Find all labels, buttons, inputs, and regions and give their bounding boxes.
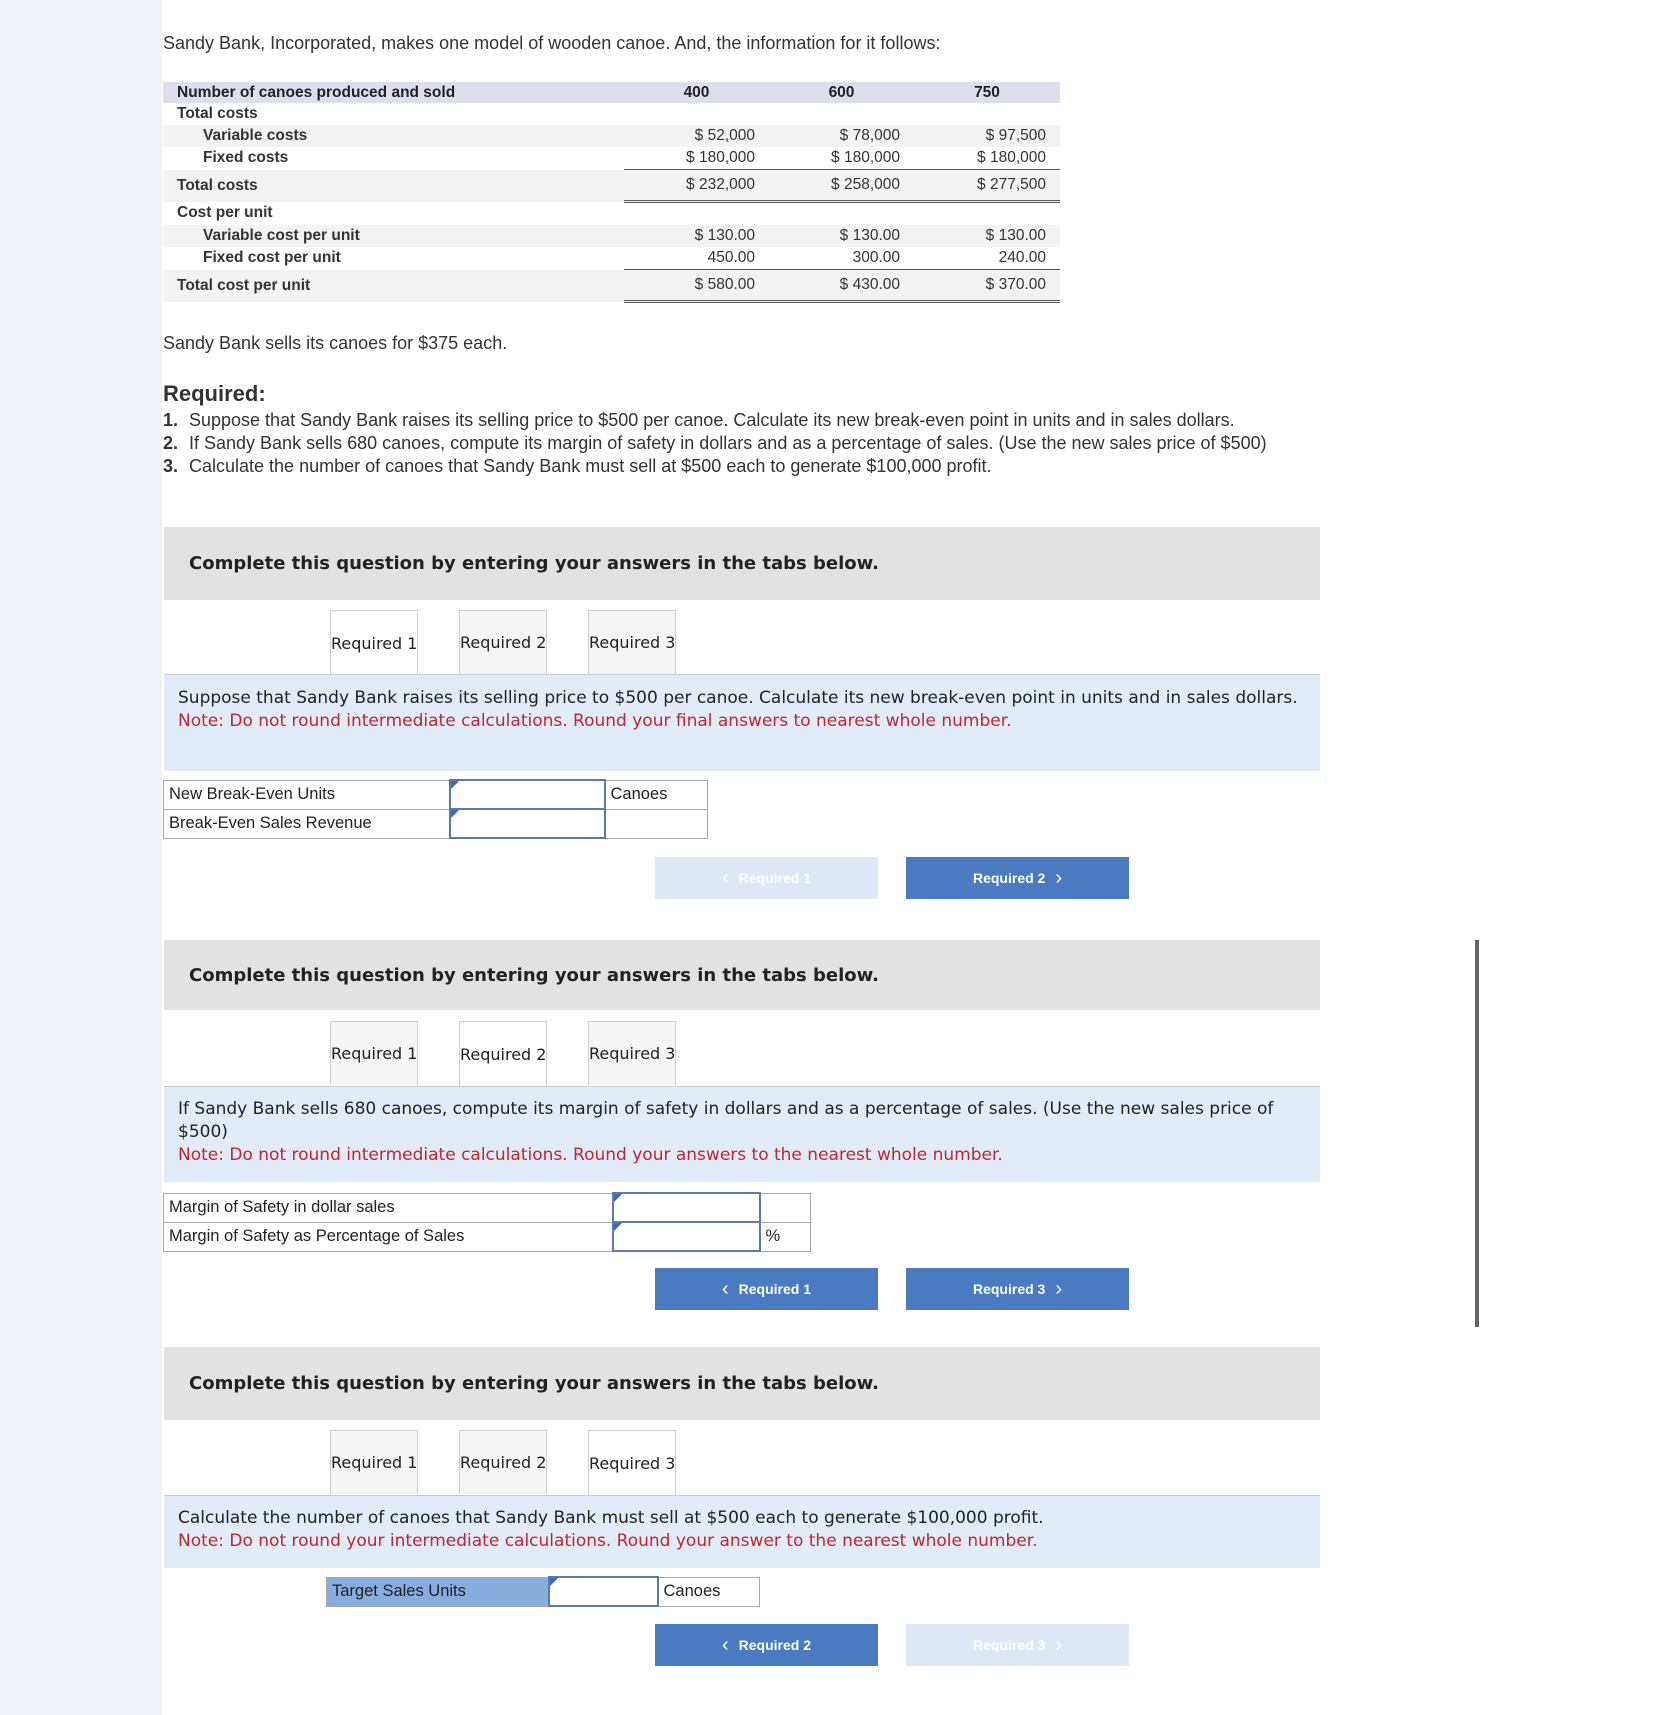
panel-3-banner: Complete this question by entering your answers in the tabs below. — [164, 1347, 1320, 1420]
variable-costs-label: Variable costs — [163, 125, 624, 147]
chevron-right-icon: › — [1055, 1277, 1063, 1300]
requirement-1 — [163, 409, 1303, 432]
panel-2-instruction-text: If Sandy Bank sells 680 canoes, compute its margin of safety in dollars and as a percentage of sales. (Use the new sales price of $500) — [178, 1099, 1274, 1142]
tab-required-3[interactable]: Required 3 — [588, 1430, 676, 1496]
fixed-cost-per-unit-750: 240.00 — [914, 247, 1060, 270]
new-break-even-units-input[interactable] — [451, 781, 604, 808]
tab-required-3[interactable]: Required 3 — [588, 1021, 676, 1085]
total-costs-heading-row — [163, 103, 1060, 125]
prev-required-2-button[interactable] — [655, 1624, 878, 1666]
total-costs-600: $ 258,000 — [769, 170, 914, 202]
panel-1-banner: Complete this question by entering your answers in the tabs below. — [164, 527, 1320, 600]
panel-3-instruction-text: Calculate the number of canoes that Sandy Bank must sell at $500 each to generate $100,000 profit. — [178, 1508, 1044, 1528]
tab-required-2[interactable]: Required 2 — [459, 1021, 547, 1087]
requirement-1-text: Suppose that Sandy Bank raises its selling price to $500 per canoe. Calculate its new break-even point in units and in sales dollars. — [189, 410, 1235, 430]
panel-3-instruction — [164, 1495, 1320, 1568]
panel-required-2 — [164, 940, 1320, 1182]
fixed-costs-400: $ 180,000 — [624, 147, 769, 170]
total-cost-per-unit-600: $ 430.00 — [769, 270, 914, 302]
selling-price-text: Sandy Bank sells its canoes for $375 each. — [163, 333, 508, 353]
panel-3-answer-grid — [326, 1576, 760, 1607]
requirement-3-number: 3. — [163, 456, 179, 476]
target-sales-units-unit: Canoes — [658, 1577, 760, 1606]
chevron-right-icon: › — [1055, 866, 1063, 889]
break-even-sales-revenue-cell — [450, 809, 605, 838]
requirement-1-number: 1. — [163, 410, 179, 430]
prev-required-1-button[interactable] — [655, 1268, 878, 1310]
cost-table — [163, 82, 1060, 303]
total-cost-per-unit-400: $ 580.00 — [624, 270, 769, 302]
total-cost-per-unit-row — [163, 270, 1060, 302]
panel-2-answer-grid — [163, 1192, 811, 1252]
tab-required-2[interactable]: Required 2 — [459, 1430, 547, 1494]
units-750: 750 — [914, 82, 1060, 103]
units-600: 600 — [769, 82, 914, 103]
margin-of-safety-percent-label: Margin of Safety as Percentage of Sales — [164, 1222, 613, 1251]
fixed-cost-per-unit-600: 300.00 — [769, 247, 914, 270]
panel-2-instruction — [164, 1086, 1320, 1182]
panel-1-note: Note: Do not round intermediate calculations. Round your final answers to nearest whole number. — [178, 711, 1012, 731]
requirement-2-text: If Sandy Bank sells 680 canoes, compute its margin of safety in dollars and as a percentage of sales. (Use the new sales price of $500) — [189, 433, 1267, 453]
total-costs-label: Total costs — [163, 170, 624, 202]
tab-required-2[interactable]: Required 2 — [459, 610, 547, 674]
fixed-costs-label: Fixed costs — [203, 149, 289, 167]
prev-button-label: Required 1 — [738, 1281, 812, 1297]
panel-1-instruction — [164, 675, 1320, 771]
margin-of-safety-percent-unit: % — [760, 1222, 811, 1251]
panel-2-banner: Complete this question by entering your answers in the tabs below. — [164, 940, 1320, 1010]
panel-3-note: Note: Do not round your intermediate calculations. Round your answer to the nearest whole number. — [178, 1531, 1038, 1551]
required-heading: Required: — [163, 381, 266, 406]
new-break-even-units-cell — [450, 780, 605, 809]
prev-required-1-button[interactable] — [655, 857, 878, 899]
next-button-label: Required 3 — [972, 1281, 1046, 1297]
tab-required-3[interactable]: Required 3 — [588, 610, 676, 674]
break-even-sales-revenue-label: Break-Even Sales Revenue — [164, 809, 450, 838]
panel-1-answer-grid — [163, 779, 708, 839]
chevron-left-icon: ‹ — [721, 1277, 729, 1300]
units-label: Number of canoes produced and sold — [163, 82, 624, 103]
variable-cost-per-unit-label: Variable cost per unit — [163, 225, 624, 247]
new-break-even-units-unit: Canoes — [605, 780, 708, 809]
requirement-2-number: 2. — [163, 433, 179, 453]
requirement-3-text: Calculate the number of canoes that Sandy Bank must sell at $500 each to generate $100,000 profit. — [189, 456, 992, 476]
margin-of-safety-dollars-label: Margin of Safety in dollar sales — [164, 1193, 613, 1222]
prev-button-label: Required 1 — [738, 870, 812, 886]
break-even-sales-revenue-input[interactable] — [451, 810, 604, 837]
total-costs-row — [163, 170, 1060, 202]
tab-required-1[interactable]: Required 1 — [330, 1021, 418, 1085]
next-required-3-button[interactable] — [906, 1268, 1129, 1310]
variable-cost-per-unit-600: $ 130.00 — [769, 225, 914, 247]
fixed-costs-750: $ 180,000 — [914, 147, 1060, 170]
chevron-left-icon: ‹ — [721, 866, 729, 889]
units-row — [163, 82, 1060, 103]
requirements-list — [163, 409, 1303, 478]
chevron-right-icon: › — [1055, 1633, 1063, 1656]
units-400: 400 — [624, 82, 769, 103]
cost-per-unit-heading: Cost per unit — [177, 204, 273, 222]
fixed-cost-per-unit-row — [163, 247, 1060, 270]
panel-required-1 — [164, 527, 1320, 600]
fixed-cost-per-unit-label: Fixed cost per unit — [203, 249, 341, 267]
prev-button-label: Required 2 — [738, 1637, 812, 1653]
total-cost-per-unit-750: $ 370.00 — [914, 270, 1060, 302]
break-even-sales-revenue-unit — [605, 809, 708, 838]
panel-1-tabbar — [164, 593, 1320, 674]
fixed-cost-per-unit-400: 450.00 — [624, 247, 769, 270]
panel-2-note: Note: Do not round intermediate calculations. Round your answers to the nearest whole number. — [178, 1145, 1003, 1165]
target-sales-units-cell — [549, 1577, 658, 1606]
panel-1-instruction-text: Suppose that Sandy Bank raises its selling price to $500 per canoe. Calculate its new break-even point in units and in sales dollars. — [178, 688, 1298, 708]
intro-text: Sandy Bank, Incorporated, makes one model of wooden canoe. And, the information for it follows: — [163, 33, 941, 53]
next-button-label: Required 3 — [972, 1637, 1046, 1653]
fixed-costs-600: $ 180,000 — [769, 147, 914, 170]
chevron-left-icon: ‹ — [721, 1633, 729, 1656]
margin-of-safety-dollars-cell — [613, 1193, 760, 1222]
panel-1-body — [164, 675, 1320, 771]
variable-cost-per-unit-750: $ 130.00 — [914, 225, 1060, 247]
total-cost-per-unit-label: Total cost per unit — [163, 270, 624, 302]
new-break-even-units-label: New Break-Even Units — [164, 780, 450, 809]
target-sales-units-input[interactable] — [550, 1578, 657, 1605]
total-costs-heading: Total costs — [177, 105, 258, 122]
panel-required-3 — [164, 1347, 1320, 1568]
total-costs-400: $ 232,000 — [624, 170, 769, 202]
margin-of-safety-percent-input[interactable] — [614, 1223, 759, 1250]
cost-per-unit-heading-row — [163, 202, 1060, 226]
next-required-2-button[interactable] — [906, 857, 1129, 899]
requirement-3 — [163, 455, 1303, 478]
variable-costs-row — [163, 125, 1060, 147]
variable-costs-600: $ 78,000 — [769, 125, 914, 147]
margin-of-safety-dollars-input[interactable] — [614, 1194, 759, 1221]
tab-required-1[interactable]: Required 1 — [330, 1430, 418, 1494]
margin-of-safety-percent-cell — [613, 1222, 760, 1251]
variable-costs-400: $ 52,000 — [624, 125, 769, 147]
requirement-2 — [163, 432, 1303, 455]
margin-of-safety-dollars-unit — [760, 1193, 811, 1222]
next-required-3-button[interactable] — [906, 1624, 1129, 1666]
total-costs-750: $ 277,500 — [914, 170, 1060, 202]
variable-costs-750: $ 97,500 — [914, 125, 1060, 147]
fixed-costs-row — [163, 147, 1060, 170]
tab-required-1[interactable]: Required 1 — [330, 610, 418, 676]
target-sales-units-label: Target Sales Units — [327, 1577, 549, 1606]
next-button-label: Required 2 — [972, 870, 1046, 886]
variable-cost-per-unit-400: $ 130.00 — [624, 225, 769, 247]
panel-2-scrollbar[interactable] — [1475, 940, 1479, 1327]
variable-cost-per-unit-row — [163, 225, 1060, 247]
